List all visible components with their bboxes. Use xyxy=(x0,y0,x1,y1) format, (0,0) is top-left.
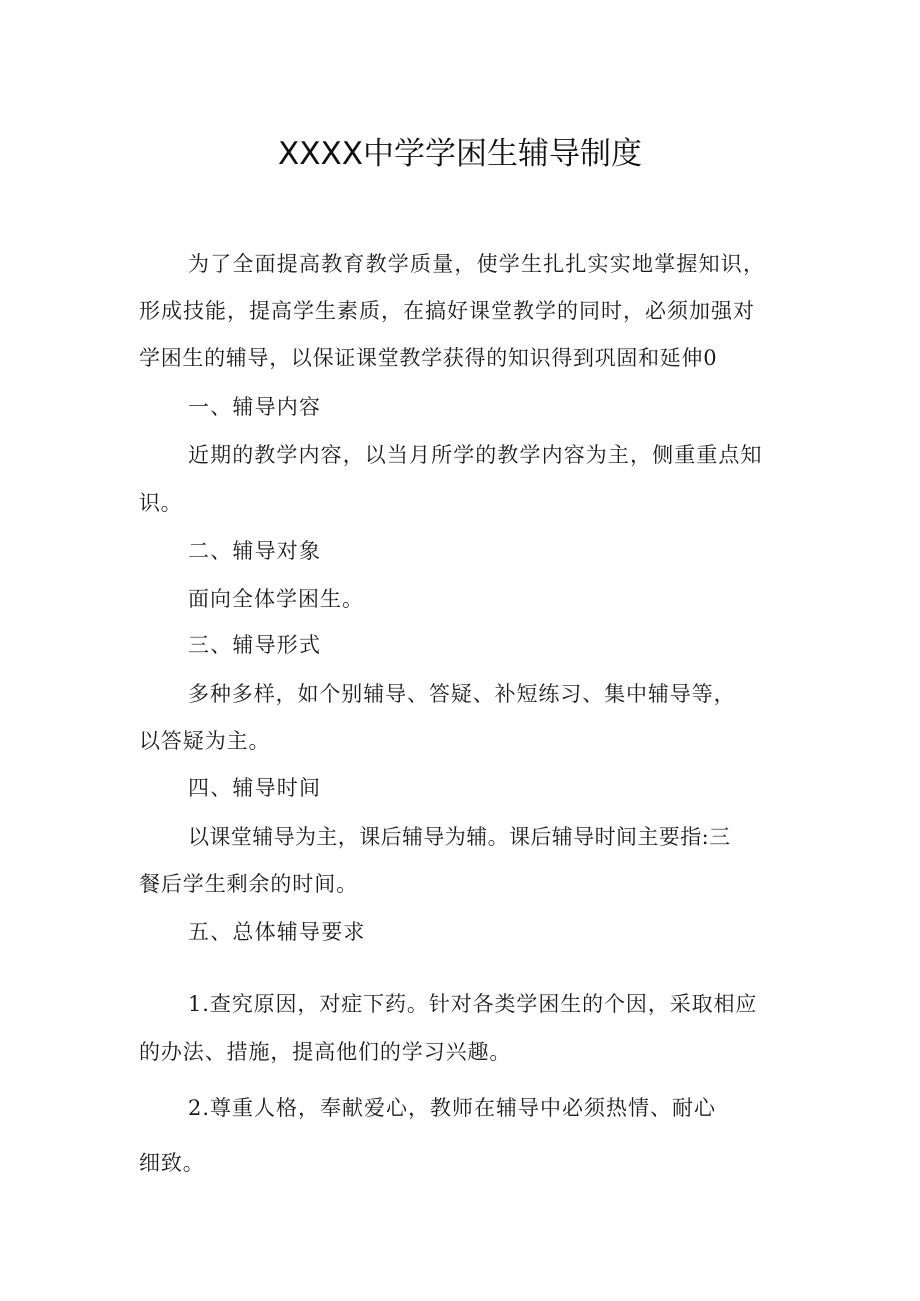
requirement-line: 2.尊重人格，奉献爱心，教师在辅导中必须热情、耐心 xyxy=(188,1096,717,1120)
section-text-line: 以答疑为主。 xyxy=(139,729,271,753)
requirement-line: 细致。 xyxy=(139,1151,205,1175)
section-text-line: 以课堂辅导为主，课后辅导为辅。课后辅导时间主要指:三 xyxy=(188,825,731,849)
section-heading: 五、总体辅导要求 xyxy=(188,920,366,944)
section-text-line: 识。 xyxy=(139,491,183,515)
intro-line: 为了全面提高教育教学质量，使学生扎扎实实地掌握知识， xyxy=(188,252,766,276)
section-text-line: 多种多样，如个别辅导、答疑、补短练习、集中辅导等， xyxy=(188,682,736,706)
section-heading: 二、辅导对象 xyxy=(188,539,322,563)
section-text-line: 餐后学生剩余的时间。 xyxy=(139,872,358,896)
requirement-line: 的办法、措施，提高他们的学习兴趣。 xyxy=(139,1040,512,1064)
intro-line: 学困生的辅导，以保证课堂教学获得的知识得到巩固和延伸0 xyxy=(139,346,718,370)
section-text-line: 面向全体学困生。 xyxy=(188,587,364,611)
section-heading: 一、辅导内容 xyxy=(188,395,322,419)
section-heading: 四、辅导时间 xyxy=(188,776,322,800)
intro-line: 形成技能，提高学生素质，在搞好课堂教学的同时，必须加强对 xyxy=(139,299,755,323)
section-text-line: 近期的教学内容，以当月所学的教学内容为主，侧重重点知 xyxy=(188,443,763,467)
document-title: XXXX中学学困生辅导制度 xyxy=(278,136,642,172)
section-heading: 三、辅导形式 xyxy=(188,633,322,657)
requirement-line: 1.查究原因，对症下药。针对各类学困生的个因，采取相应 xyxy=(188,992,758,1016)
